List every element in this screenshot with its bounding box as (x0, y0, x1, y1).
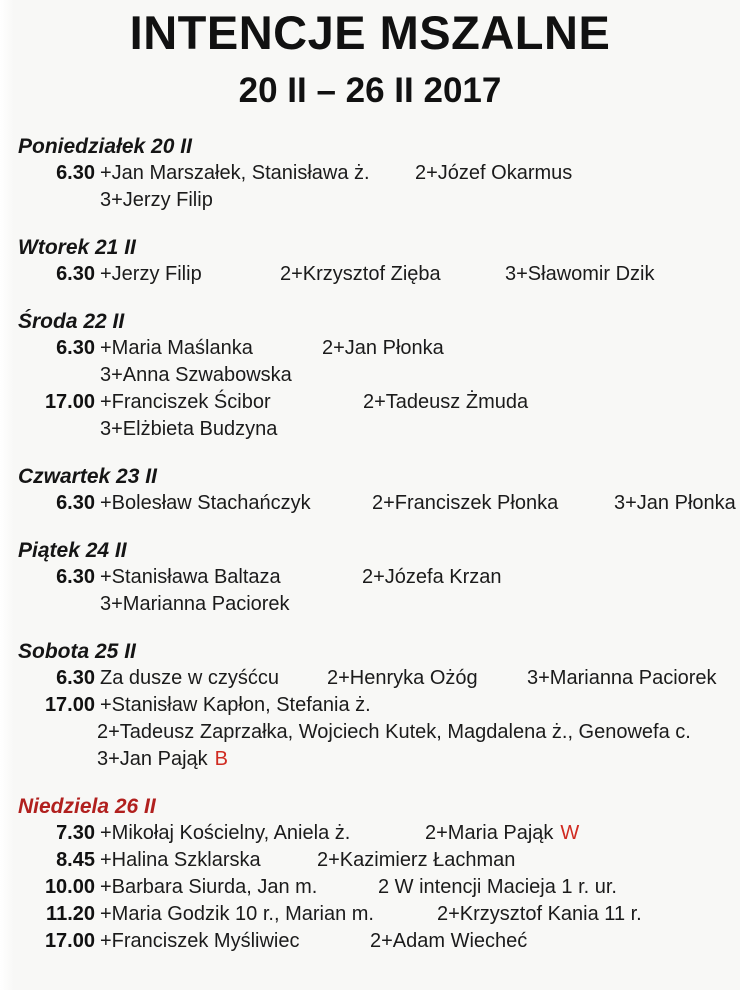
intention-name: 2+Adam Wiecheć (370, 930, 528, 952)
mass-time: 6.30 (56, 667, 95, 689)
intention-text (322, 335, 444, 362)
mass-line (0, 416, 740, 443)
mass-time: 17.00 (44, 930, 95, 952)
intention-name: 2+Józef Okarmus (415, 162, 573, 184)
intention-name: +Maria Maślanka (100, 337, 253, 359)
red-annotation-letter: W (560, 822, 580, 844)
intention-name: +Mikołaj Kościelny, Aniela ż. (100, 822, 351, 844)
intention-text (100, 160, 370, 187)
intention-name: 3+Anna Szwabowska (100, 364, 292, 386)
intention-text (327, 665, 478, 692)
intention-name: +Maria Godzik 10 r., Marian m. (100, 903, 374, 925)
intention-text (425, 820, 579, 847)
mass-time: 17.00 (44, 391, 95, 413)
intention-name: +Franciszek Myśliwiec (100, 930, 300, 952)
intention-name: 3+Sławomir Dzik (505, 263, 655, 285)
intention-text (527, 665, 717, 692)
mass-time: 6.30 (56, 337, 95, 359)
intention-text (100, 416, 277, 443)
mass-time: 6.30 (56, 566, 95, 588)
mass-line (0, 928, 740, 955)
page-title: INTENCJE MSZALNE (129, 6, 611, 59)
day-section (0, 638, 740, 773)
mass-schedule (0, 109, 740, 955)
mass-time: 6.30 (56, 263, 95, 285)
mass-line (0, 820, 740, 847)
intention-name: 2+Franciszek Płonka (372, 492, 559, 514)
intention-text (100, 362, 292, 389)
mass-line (0, 746, 740, 773)
mass-time: 17.00 (44, 694, 95, 716)
intention-text (100, 389, 271, 416)
intention-name: 3+Jerzy Filip (100, 189, 213, 211)
day-section (0, 133, 740, 214)
intention-text (614, 490, 736, 517)
day-header: Czwartek 23 II (18, 465, 157, 488)
intention-text (100, 928, 299, 955)
intention-text (97, 719, 691, 746)
intention-name: 3+Marianna Paciorek (100, 593, 290, 615)
mass-line (0, 901, 740, 928)
mass-line (0, 187, 740, 214)
day-section (0, 463, 740, 517)
intention-text (372, 490, 558, 517)
day-section (0, 234, 740, 288)
mass-line (0, 389, 740, 416)
intention-name: +Stanisława Baltaza (100, 566, 281, 588)
intention-text (100, 665, 279, 692)
intention-text (362, 564, 502, 591)
intention-name: +Stanisław Kapłon, Stefania ż. (100, 694, 371, 716)
mass-line (0, 719, 740, 746)
intention-name: 2+Krzysztof Zięba (280, 263, 441, 285)
intention-text (437, 901, 642, 928)
mass-line (0, 335, 740, 362)
intention-text (100, 591, 290, 618)
intention-name: 2+Tadeusz Żmuda (363, 391, 529, 413)
intention-text (100, 187, 213, 214)
intention-name: +Barbara Siurda, Jan m. (100, 876, 318, 898)
intention-text (280, 261, 441, 288)
intention-name: 2 W intencji Macieja 1 r. ur. (378, 876, 617, 898)
intention-name: 3+Marianna Paciorek (527, 667, 717, 689)
intention-name: +Bolesław Stachańczyk (100, 492, 311, 514)
intention-text (100, 335, 253, 362)
intention-text (100, 564, 281, 591)
mass-line (0, 591, 740, 618)
mass-line (0, 261, 740, 288)
intention-text (100, 261, 202, 288)
day-header: Sobota 25 II (18, 640, 136, 663)
mass-line (0, 564, 740, 591)
intention-text (100, 820, 350, 847)
intention-name: 3+Jan Płonka (614, 492, 736, 514)
mass-line (0, 665, 740, 692)
intention-text (415, 160, 572, 187)
intention-name: +Halina Szklarska (100, 849, 261, 871)
intention-name: 2+Józefa Krzan (362, 566, 502, 588)
mass-time: 6.30 (56, 162, 95, 184)
mass-time: 10.00 (44, 876, 95, 898)
intention-text (100, 490, 311, 517)
day-section (0, 537, 740, 618)
page-subtitle: 20 II – 26 II 2017 (238, 71, 502, 110)
day-header: Wtorek 21 II (18, 236, 136, 259)
mass-time: 7.30 (56, 822, 95, 844)
mass-line (0, 874, 740, 901)
intention-name: 2+Jan Płonka (322, 337, 444, 359)
intention-name: Za dusze w czyśćcu (100, 667, 279, 689)
intention-text (100, 692, 371, 719)
day-section (0, 308, 740, 443)
intention-name: 2+Maria Pająk (425, 822, 554, 844)
intention-text (97, 746, 228, 773)
mass-time: 6.30 (56, 492, 95, 514)
day-header: Piątek 24 II (18, 539, 127, 562)
mass-line (0, 160, 740, 187)
intention-name: 2+Krzysztof Kania 11 r. (437, 903, 642, 925)
intention-name: 2+Kazimierz Łachman (317, 849, 516, 871)
intention-name: 3+Elżbieta Budzyna (100, 418, 278, 440)
day-section (0, 793, 740, 955)
red-annotation-letter: B (214, 748, 228, 770)
mass-line (0, 362, 740, 389)
mass-line (0, 692, 740, 719)
intention-text (505, 261, 654, 288)
mass-time: 8.45 (56, 849, 95, 871)
intention-text (317, 847, 515, 874)
mass-time: 11.20 (46, 903, 95, 925)
intention-text (100, 901, 374, 928)
intention-name: 2+Tadeusz Zaprzałka, Wojciech Kutek, Magdalena ż., Genowefa c. (97, 721, 691, 743)
intention-name: 3+Jan Pająk (97, 748, 208, 770)
intention-text (100, 874, 317, 901)
intention-text (363, 389, 528, 416)
intention-text (370, 928, 527, 955)
day-header: Niedziela 26 II (18, 795, 156, 818)
mass-line (0, 490, 740, 517)
intention-name: 2+Henryka Ożóg (327, 667, 478, 689)
intention-name: +Franciszek Ścibor (100, 391, 271, 413)
day-header: Poniedziałek 20 II (18, 135, 192, 158)
mass-line (0, 847, 740, 874)
intention-name: +Jan Marszałek, Stanisława ż. (100, 162, 370, 184)
intention-text (100, 847, 261, 874)
day-header: Środa 22 II (18, 310, 125, 333)
intention-text (378, 874, 617, 901)
intention-name: +Jerzy Filip (100, 263, 202, 285)
